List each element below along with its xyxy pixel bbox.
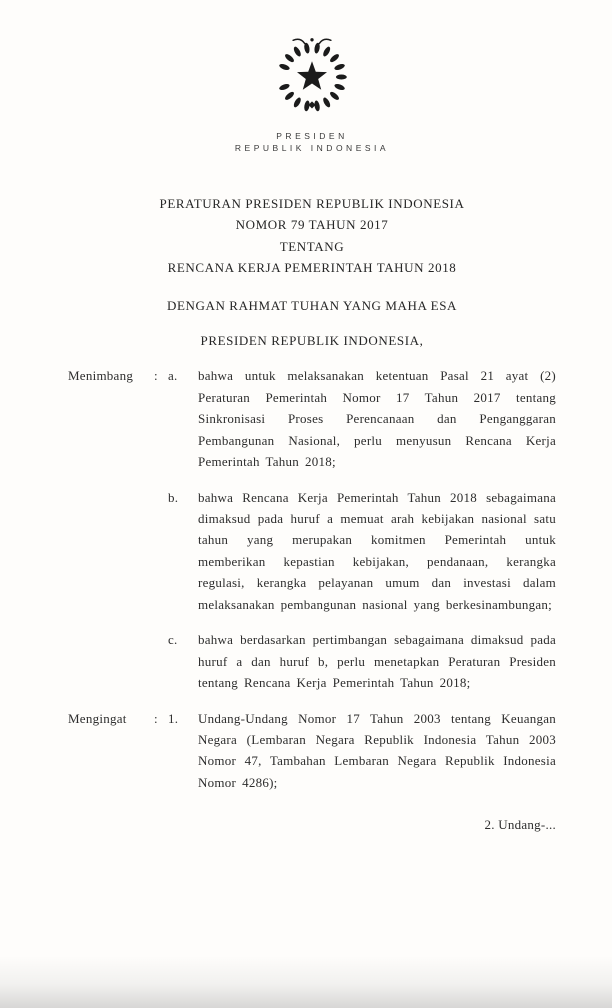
item-text: bahwa berdasarkan pertimbangan sebagaimana dimaksud pada huruf a dan huruf b, perlu menetapkan Peraturan Presiden tentang Rencana Kerja Pemerintah Tahun 2018; <box>198 632 556 691</box>
issuer-line: PRESIDEN REPUBLIK INDONESIA, <box>200 333 424 349</box>
letterhead-presiden: PRESIDEN <box>276 131 348 141</box>
title-line-tentang: TENTANG <box>279 238 345 254</box>
regulation-title <box>68 193 556 279</box>
menimbang-label: Menimbang <box>68 368 134 384</box>
star-wreath-emblem-icon <box>270 34 354 120</box>
legal-basis-section <box>68 708 556 794</box>
item-text: bahwa untuk melaksanakan ketentuan Pasal 21 ayat (2) Peraturan Pemerintah Nomor 17 Tahun 2017 tentang Sinkronisasi Proses Perencanaan dan Penganggaran Pembangunan Nasional, perlu menyusun Rencana Kerja Pemerintah Tahun 2018; <box>198 368 556 470</box>
page-bottom-shadow <box>0 956 612 1008</box>
catchword: 2. Undang-... <box>484 817 556 833</box>
item-marker: c. <box>168 632 178 648</box>
item-marker: 1. <box>168 710 179 726</box>
menimbang-colon: : <box>154 368 158 384</box>
mengingat-colon: : <box>154 710 158 726</box>
consideration-item-a <box>68 365 556 472</box>
title-line-subject: RENCANA KERJA PEMERINTAH TAHUN 2018 <box>167 259 457 275</box>
letterhead <box>68 130 556 155</box>
title-line-number: NOMOR 79 TAHUN 2017 <box>235 217 389 233</box>
mengingat-label: Mengingat <box>68 710 127 726</box>
title-line-regulation: PERATURAN PRESIDEN REPUBLIK INDONESIA <box>159 195 465 211</box>
consideration-item-c <box>68 629 556 693</box>
item-marker: b. <box>168 489 179 505</box>
item-text: bahwa Rencana Kerja Pemerintah Tahun 2018 sebagaimana dimaksud pada huruf a memuat arah kebijakan nasional satu tahun yang merupakan komitmen Pemerintah untuk memberikan kepastian kebijakan, pendanaan, kerangka regulasi, kerangka pelayanan umum dan investasi dalam melaksanakan pembangunan nasional yang berkesinambungan; <box>198 489 556 612</box>
considerations-section <box>68 365 556 693</box>
item-marker: a. <box>168 368 178 384</box>
letterhead-republik-indonesia: REPUBLIK INDONESIA <box>234 143 390 154</box>
presidential-emblem <box>68 34 556 124</box>
legal-basis-item-1 <box>68 708 556 794</box>
consideration-item-b <box>68 487 556 616</box>
item-text: Undang-Undang Nomor 17 Tahun 2003 tentang Keuangan Negara (Lembaran Negara Republik Indonesia Tahun 2003 Nomor 47, Tambahan Lembaran Negara Republik Indonesia Nomor 4286); <box>198 710 556 790</box>
grace-line: DENGAN RAHMAT TUHAN YANG MAHA ESA <box>166 298 458 314</box>
